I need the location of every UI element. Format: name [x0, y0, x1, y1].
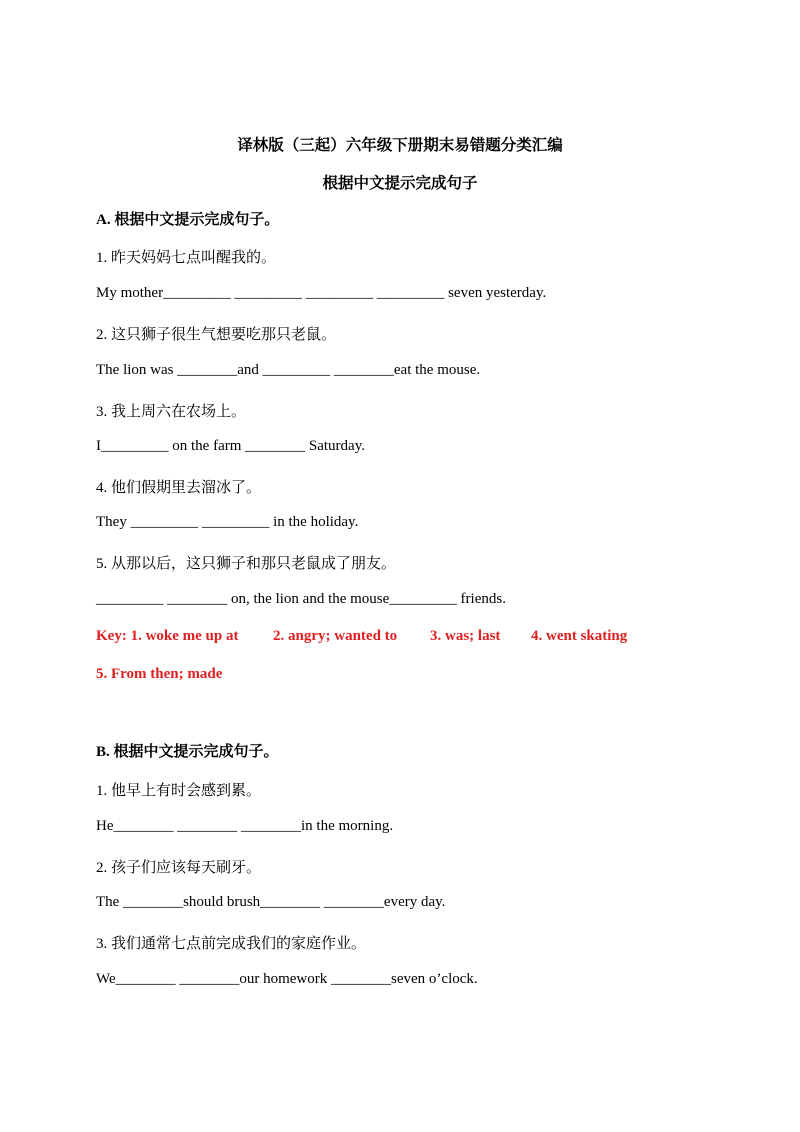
section-b-heading: B. 根据中文提示完成句子。 — [96, 744, 279, 760]
answer-key-5: 5. From then; made — [96, 666, 223, 682]
question-b1-english: He________ ________ ________in the morning. — [96, 818, 394, 834]
answer-key-4: 4. went skating — [531, 628, 628, 644]
question-a3-chinese: 3. 我上周六在农场上。 — [96, 404, 247, 420]
question-a1-chinese: 1. 昨天妈妈七点叫醒我的。 — [96, 250, 277, 266]
question-a1-english: My mother_________ _________ _________ _________ seven yesterday. — [96, 285, 547, 301]
section-a-heading: A. 根据中文提示完成句子。 — [96, 212, 280, 228]
question-a4-english: They _________ _________ in the holiday. — [96, 514, 359, 530]
question-a5-english: _________ ________ on, the lion and the mouse_________ friends. — [96, 591, 506, 607]
question-b2-chinese: 2. 孩子们应该每天刷牙。 — [96, 860, 262, 876]
document-subtitle: 根据中文提示完成句子 — [322, 175, 478, 192]
answer-key-line-1 — [96, 628, 627, 645]
document-title: 译林版（三起）六年级下册期末易错题分类汇编 — [237, 137, 563, 154]
question-b3-english: We________ ________our homework ________seven o’clock. — [96, 971, 478, 987]
answer-key-3: 3. was; last — [430, 628, 501, 644]
question-b2-english: The ________should brush________ ________every day. — [96, 894, 446, 910]
question-a3-english: I_________ on the farm ________ Saturday. — [96, 438, 365, 454]
question-b1-chinese: 1. 他早上有时会感到累。 — [96, 783, 262, 799]
answer-key-2: 2. angry; wanted to — [273, 628, 398, 644]
question-a5-chinese: 5. 从那以后，这只狮子和那只老鼠成了朋友。 — [96, 556, 397, 572]
question-a2-english: The lion was ________and _________ ________eat the mouse. — [96, 362, 481, 378]
question-a2-chinese: 2. 这只狮子很生气想要吃那只老鼠。 — [96, 327, 337, 343]
answer-key-1: Key: 1. woke me up at — [96, 628, 239, 644]
question-b3-chinese: 3. 我们通常七点前完成我们的家庭作业。 — [96, 936, 367, 952]
question-a4-chinese: 4. 他们假期里去溜冰了。 — [96, 480, 262, 496]
